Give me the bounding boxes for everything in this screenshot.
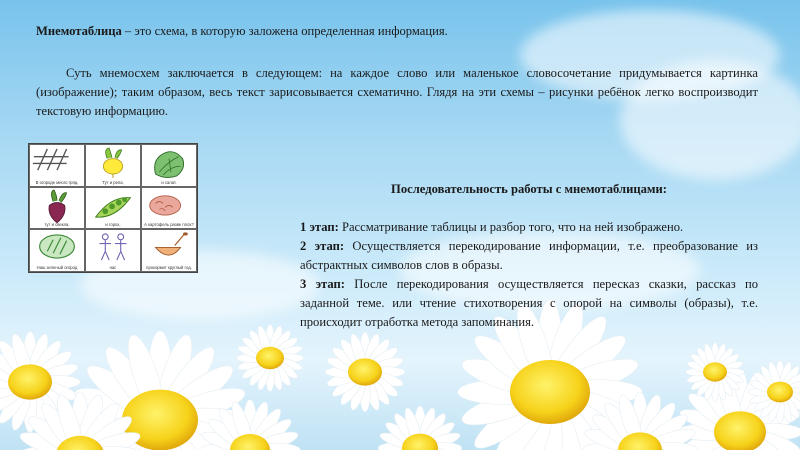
sequence-heading: Последовательность работы с мнемотаблицами: (391, 182, 667, 196)
stage-3 (300, 275, 758, 332)
mnemo-cell (141, 229, 197, 272)
stage-1 (300, 218, 758, 237)
cell-caption: В огороде много гряд. (35, 179, 79, 185)
cell-caption: нас (109, 265, 117, 270)
cell-caption: и салат. (161, 179, 177, 185)
definition-paragraph (36, 22, 756, 41)
mnemo-cell (85, 144, 141, 187)
mnemo-cell (85, 229, 141, 272)
definition-text: – это схема, в которую заложена определенная информация. (121, 24, 448, 38)
cell-caption: и горох, (105, 222, 121, 228)
mnemo-cell (141, 187, 197, 230)
cell-caption: Тут и репа, (102, 179, 124, 185)
cell-caption: Наш зеленый огород (36, 265, 78, 270)
cell-caption: прокормит круглый год. (146, 265, 192, 270)
mnemo-table (28, 143, 198, 273)
stage-label: 3 этап: (300, 277, 345, 291)
cell-caption: А картофель разве плох? (144, 222, 194, 228)
mnemo-cell (141, 144, 197, 187)
daisy-flower (236, 324, 303, 391)
daisy-flower (325, 332, 405, 412)
stage-text: Осуществляется перекодирование информации, т.е. преобразование из абстрактных символов слов в образы. (300, 239, 759, 272)
mnemo-cell (29, 187, 85, 230)
daisy-flower (378, 406, 462, 450)
term-mnemotable: Мнемотаблица (36, 24, 122, 38)
stage-label: 2 этап: (300, 239, 345, 253)
cell-caption: тут и свекла, (44, 222, 70, 228)
stage-text: Рассматривание таблицы и разбор того, что на ней изображено. (338, 220, 684, 234)
mnemo-cell (29, 229, 85, 272)
sequence-block (300, 180, 758, 332)
stage-text: После перекодирования осуществляется пересказ сказки, рассказ по заданной теме. или чтение стихотворения с опорой на символы (образы), т.е. происходит отработка метода запоминания. (300, 277, 758, 329)
essence-paragraph: Суть мнемосхем заключается в следующем: на каждое слово или маленькое словосочетание придумывается картинка (изображение); таким образом, весь текст зарисовывается схематично. Глядя на эти схемы – рисунки ребёнок легко воспроизводит текстовую информацию. (36, 66, 758, 118)
mnemo-cell (85, 187, 141, 230)
mnemo-cell (29, 144, 85, 187)
stage-label: 1 этап: (300, 220, 339, 234)
stage-2 (300, 237, 758, 275)
